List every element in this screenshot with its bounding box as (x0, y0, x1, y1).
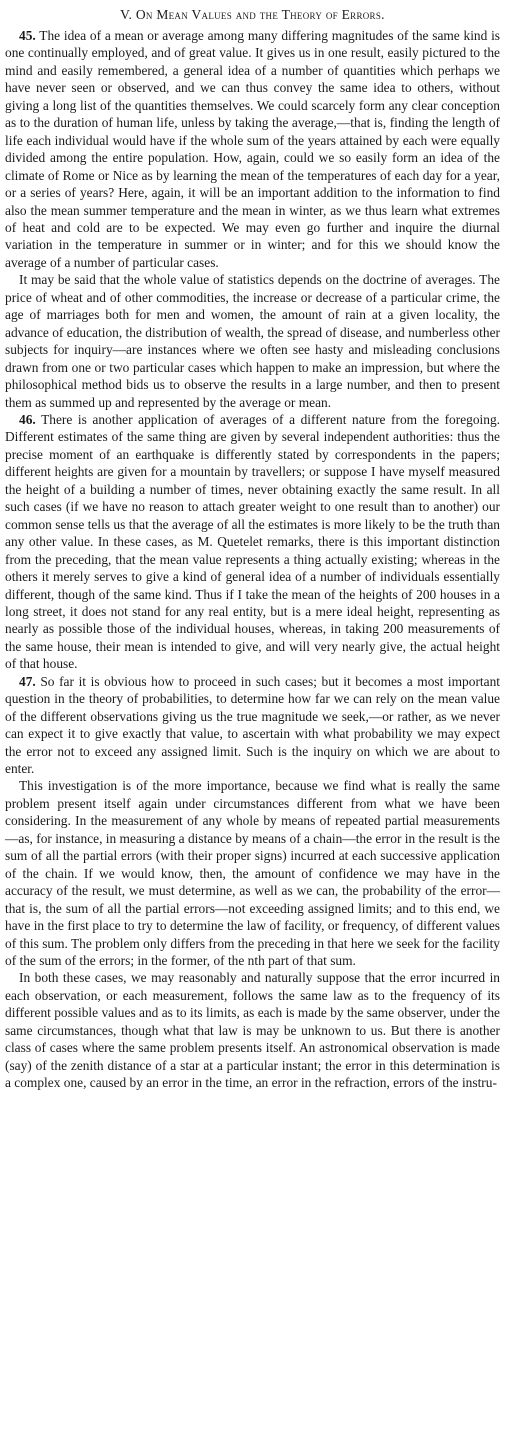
paragraph-47 (5, 673, 500, 778)
section-numeral: V. (120, 7, 133, 22)
paragraph-number: 45. (19, 28, 36, 43)
section-heading (5, 6, 500, 24)
paragraph-46 (5, 411, 500, 673)
paragraph-text: There is another application of averages of a different nature from the foregoing. Different estimates of the same thing are given by several independent authorities: thus the precise moment of an earthquake is differently stated by correspondents in the papers; different heights are given for a mountain by travellers; or suppose I have myself measured the height of a building a number of times, never obtaining exactly the same result. In all such cases (if we have no reason to attach greater weight to one result than to another) our common sense tells us that the average of all the estimates is more likely to be the truth than any other value. In these cases, as M. Quetelet remarks, there is this important distinction from the preceding, that the mean value represents a thing actually existing; whereas in the others it merely serves to give a kind of general idea of a number of individuals essentially different, though of the same kind. Thus if I take the mean of the heights of 200 houses in a long street, it does not stand for any real entity, but is a mere ideal height, representing as nearly as possible those of the individual houses, whereas, in taking 200 measurements of the same house, their mean is intended to give, and will very nearly give, the actual height of that house. (5, 411, 500, 672)
paragraph-statistics (5, 271, 500, 411)
section-title: On Mean Values and the Theory of Errors. (135, 7, 385, 22)
paragraph-number: 46. (19, 411, 36, 427)
paragraph-text: So far it is obvious how to proceed in such cases; but it becomes a most important question in the theory of probabilities, to determine how far we can rely on the mean value of the different observations giving us the true magnitude we seek,—or rather, as we never can expect it to give exactly that value, to ascertain with what probability we may expect the error not to exceed any assigned limit. Such is the inquiry on which we are about to enter. (5, 673, 500, 777)
paragraph-text: It may be said that the whole value of statistics depends on the doctrine of averages. The price of wheat and of other commodities, the increase or decrease of a particular crime, the age of marriages both for men and women, the amount of rain at a given locality, the advance of education, the distribution of wealth, the spread of disease, and numberless other subjects for inquiry—are instances where we often see hasty and misleading conclusions drawn from one or two particular cases which happen to make an impression, but where the philosophical method bids us to observe the results in a large number, and then to present them as summed up and represented by the average or mean. (5, 272, 500, 410)
paragraph-number: 47. (19, 673, 36, 689)
paragraph-both-cases (5, 969, 500, 1091)
paragraph-investigation (5, 777, 500, 969)
paragraph-text: The idea of a mean or average among many differing magnitudes of the same kind is one continually employed, and of great value. It gives us in one result, easily pictured to the mind and easily remembered, a general idea of a number of quantities which perhaps we have never seen or observed, and we can thus convey the same idea to others, without giving a long list of the quantities themselves. We could scarcely form any clear conception as to the duration of human life, unless by taking the average,—that is, finding the length of life each individual would have if the whole sum of the years attained by each were equally divided among the entire population. How, again, could we so easily form an idea of the climate of Rome or Nice as by learning the mean of the temperatures of each day for a year, or a series of years? Here, again, it will be an important addition to the information to find also the mean summer temperature and the mean in winter, as we thus learn what extremes of heat and cold are to be expected. We may even go further and inquire the diurnal variation in the temperature in summer or in winter; and for this we should know the average of a number of particular cases. (5, 28, 501, 270)
paragraph-45 (5, 27, 500, 271)
paragraph-text: In both these cases, we may reasonably and naturally suppose that the error incurred in each observation, or each measurement, follows the same law as to the frequency of its different possible values and as to its limits, as each is made by the same observer, under the same circumstances, though what that law is may be unknown to us. But there is another class of cases where the same problem presents itself. An astronomical observation is made (say) of the zenith distance of a star at a particular instant; the error in this determination is a complex one, caused by an error in the time, an error in the refraction, errors of the instru- (5, 970, 500, 1091)
paragraph-text: This investigation is of the more importance, because we find what is really the same problem present itself again under circumstances different from what we have been considering. In the measurement of any whole by means of repeated partial measurements—as, for instance, in measuring a distance by means of a chain—the error in the result is the sum of all the partial errors (with their proper signs) incurred at each successive application of the chain. If we would know, then, the amount of confidence we may have in the accuracy of the result, we must determine, as well as we can, the probability of the error—that is, the sum of all the partial errors—not exceeding assigned limits; and to this end, we have in the first place to try to determine the law of facility, or frequency, of different values of this sum. The problem only differs from the preceding in that here we seek for the facility of the sum of the errors; in the former, of the nth part of that sum. (5, 778, 500, 969)
